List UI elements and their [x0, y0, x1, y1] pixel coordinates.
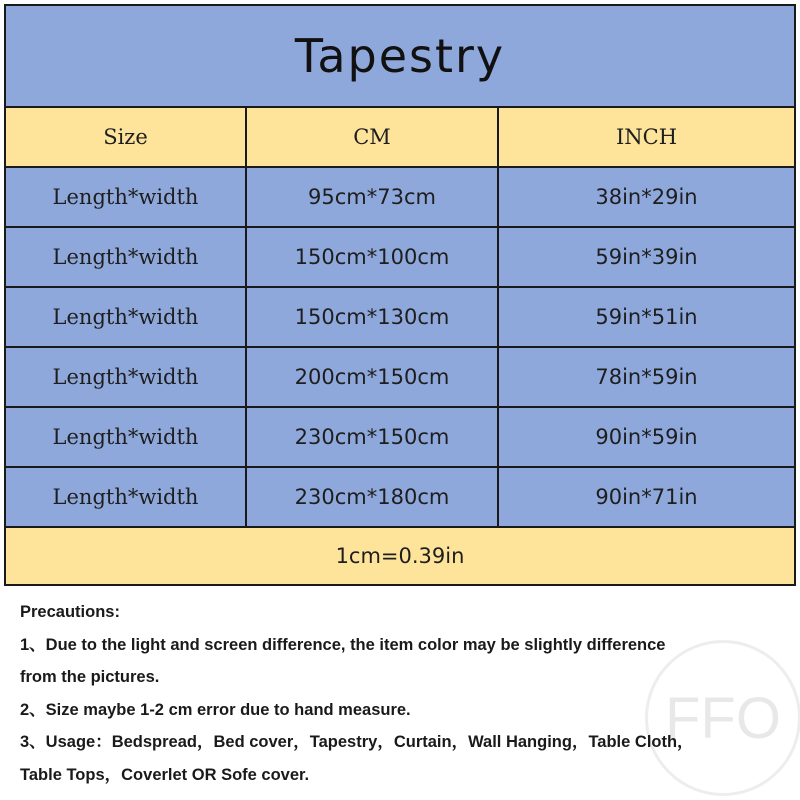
- header-inch: INCH: [499, 108, 794, 166]
- table-row: [6, 168, 794, 226]
- conversion-note: 1cm=0.39in: [6, 528, 794, 584]
- row-inch: 59in*39in: [499, 228, 794, 286]
- precaution-line: from the pictures.: [20, 668, 160, 686]
- precaution-line: Table Tops，Coverlet OR Sofe cover.: [20, 765, 310, 784]
- row-label: Length*width: [6, 348, 245, 406]
- table-row: [6, 468, 794, 526]
- row-label: Length*width: [6, 468, 245, 526]
- row-cm: 200cm*150cm: [247, 348, 497, 406]
- row-cm: 230cm*150cm: [247, 408, 497, 466]
- precaution-line: 1、Due to the light and screen difference, the item color may be slightly difference: [20, 635, 666, 654]
- table-row: [6, 228, 794, 286]
- row-label: Length*width: [6, 408, 245, 466]
- row-cm: 150cm*130cm: [247, 288, 497, 346]
- precaution-line: 3、Usage：Bedspread，Bed cover，Tapestry，Curtain，Wall Hanging，Table Cloth，: [20, 733, 694, 751]
- row-inch: 78in*59in: [499, 348, 794, 406]
- row-label: Length*width: [6, 228, 245, 286]
- row-label: Length*width: [6, 288, 245, 346]
- header-size: Size: [6, 108, 245, 166]
- row-cm: 150cm*100cm: [247, 228, 497, 286]
- row-inch: 59in*51in: [499, 288, 794, 346]
- header-cm: CM: [247, 108, 497, 166]
- row-inch: 90in*59in: [499, 408, 794, 466]
- header-row: [6, 108, 794, 166]
- precautions-heading: Precautions:: [20, 603, 120, 621]
- precaution-line: 2、Size maybe 1-2 cm error due to hand measure.: [20, 700, 411, 719]
- row-cm: 95cm*73cm: [247, 168, 497, 226]
- size-table: [4, 4, 796, 586]
- row-inch: 38in*29in: [499, 168, 794, 226]
- watermark-logo: FFO: [645, 640, 800, 796]
- row-label: Length*width: [6, 168, 245, 226]
- row-cm: 230cm*180cm: [247, 468, 497, 526]
- table-title: Tapestry: [6, 6, 794, 106]
- table-row: [6, 408, 794, 466]
- table-row: [6, 288, 794, 346]
- row-inch: 90in*71in: [499, 468, 794, 526]
- table-row: [6, 348, 794, 406]
